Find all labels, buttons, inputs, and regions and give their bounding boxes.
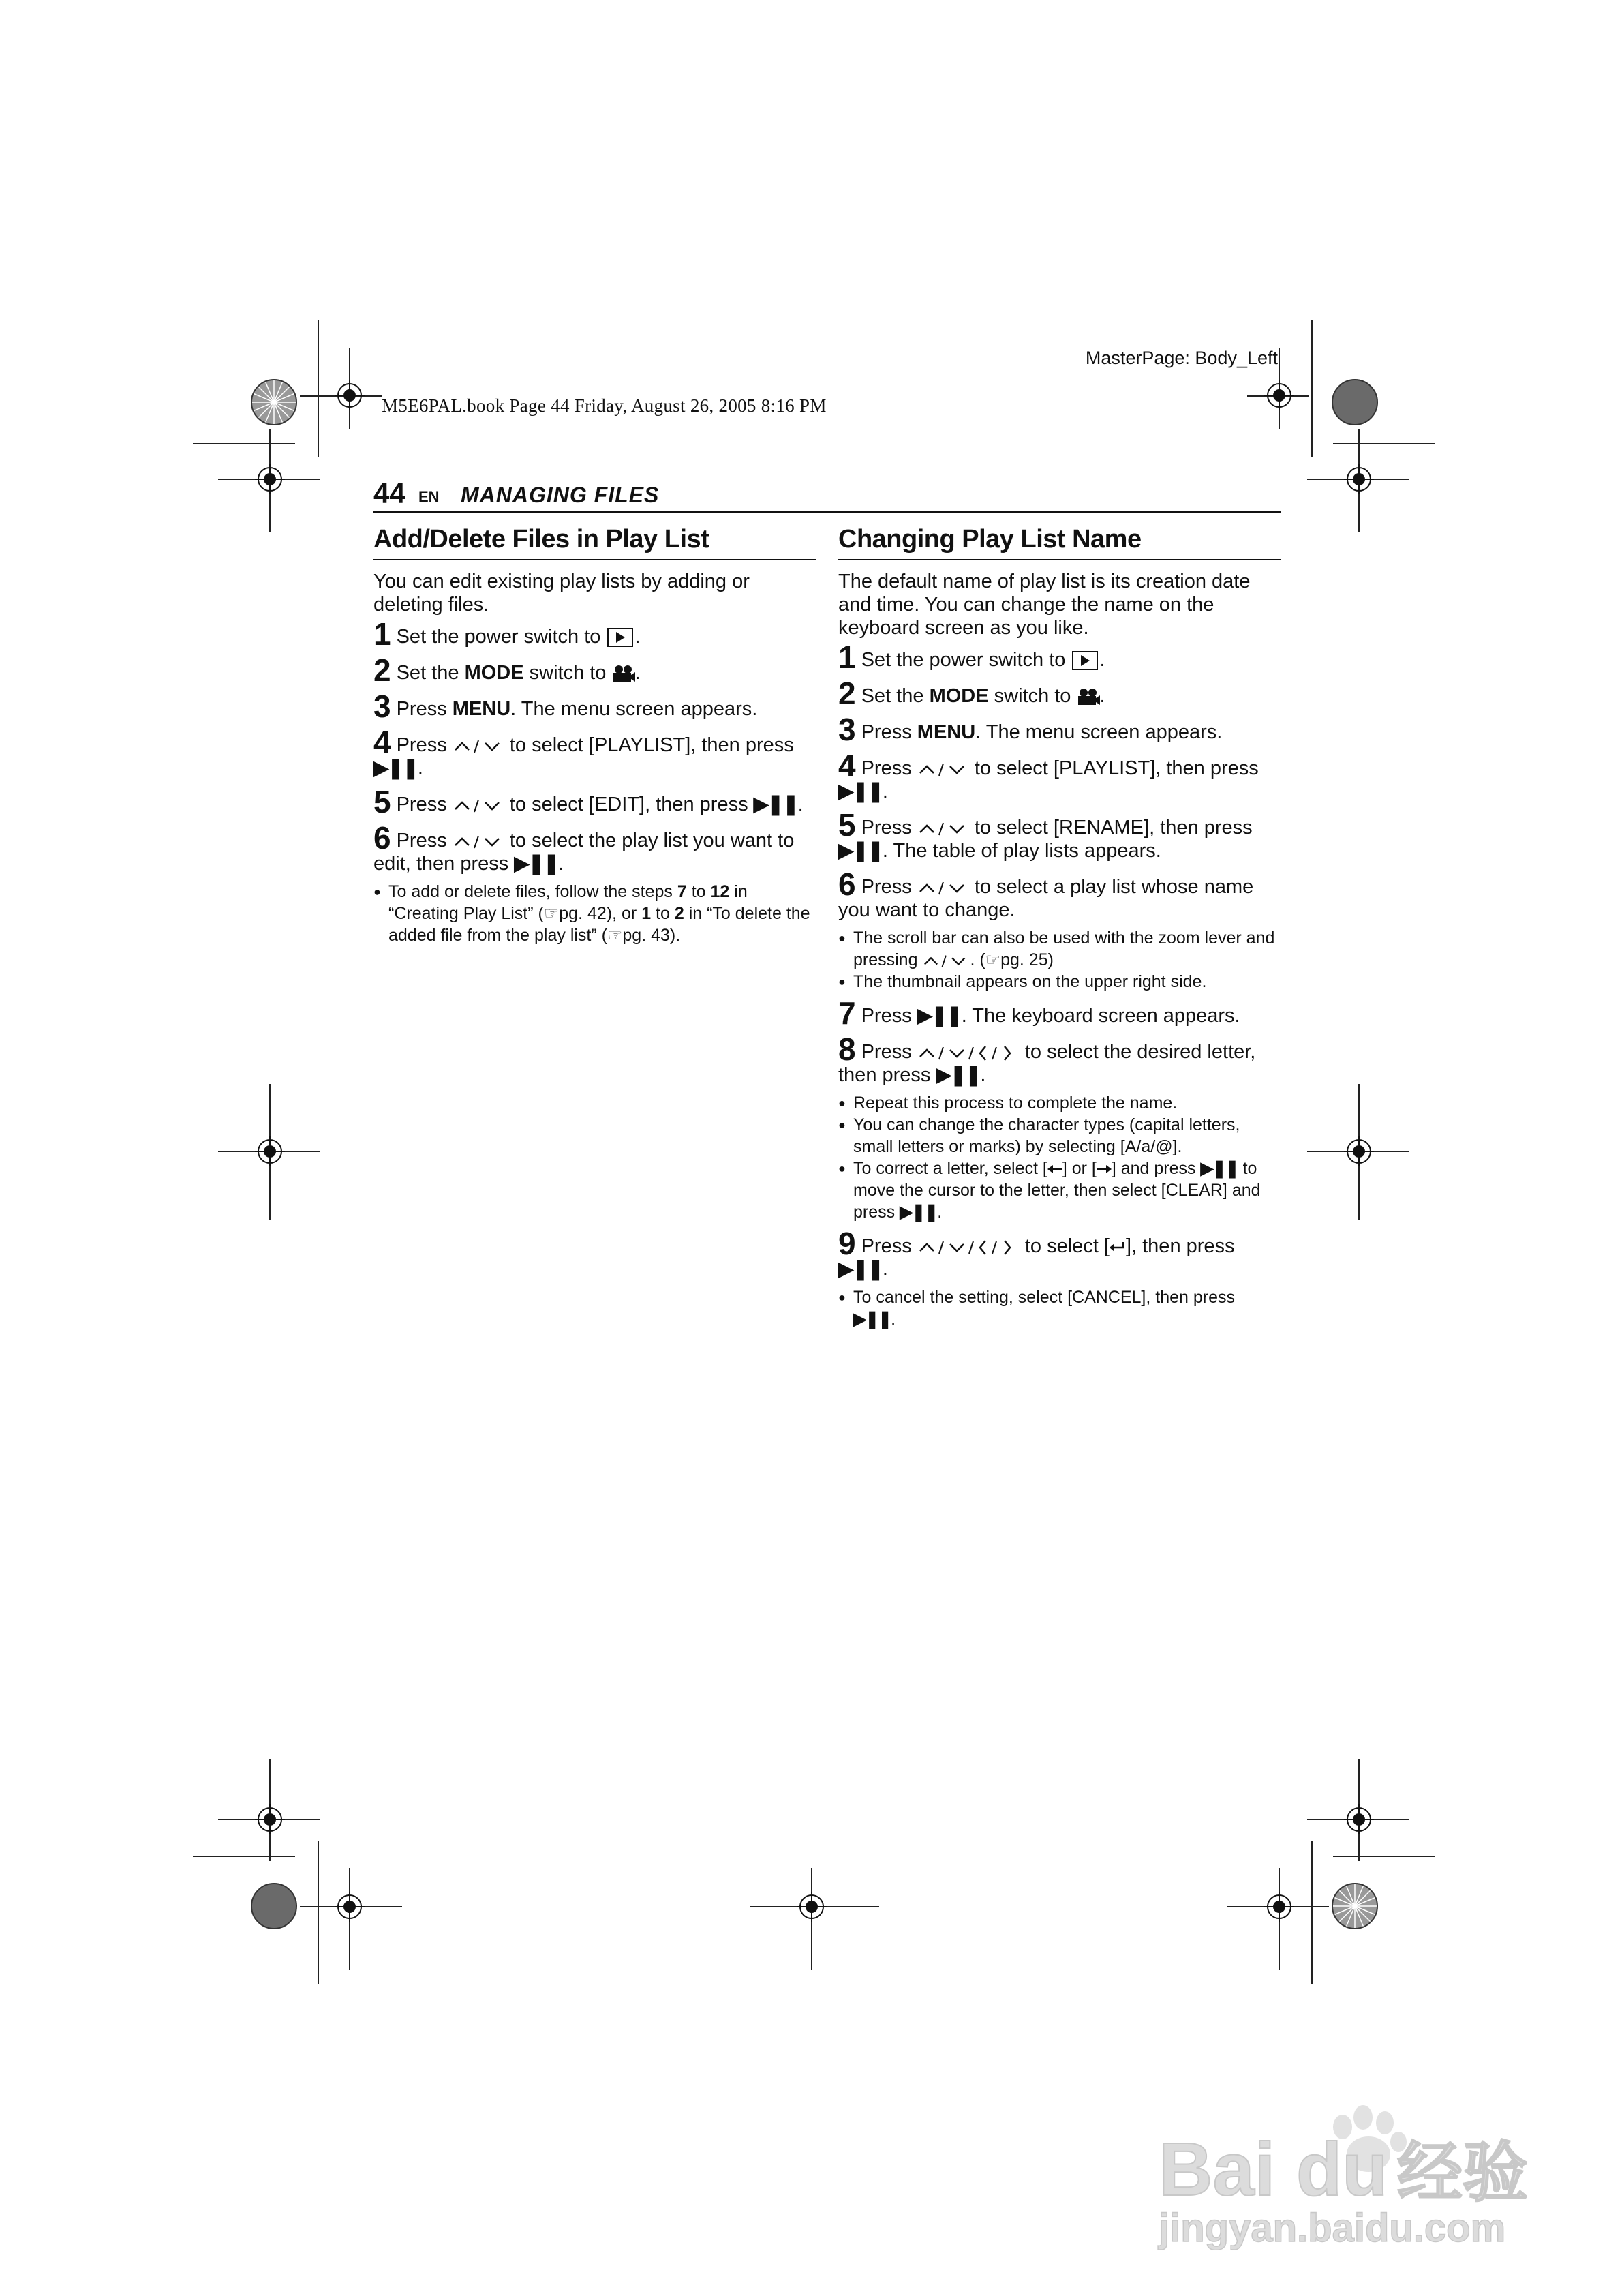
step-text: switch to	[988, 685, 1077, 707]
note-item	[838, 927, 1281, 971]
play-pause-icon: ▶❚❚	[1200, 1159, 1238, 1178]
page-reference-icon: ☞	[985, 950, 1001, 969]
note-text: to	[686, 882, 711, 901]
step-text: ], then press	[1125, 1235, 1235, 1257]
registration-mark-icon	[255, 1136, 285, 1166]
notes-list	[838, 927, 1281, 993]
four-way-arrow-icon	[917, 1239, 1020, 1255]
step-text: Press	[861, 721, 917, 743]
note-text: . (	[970, 950, 985, 969]
play-pause-icon: ▶❚❚	[900, 1203, 938, 1222]
step-ref: 2	[674, 904, 684, 923]
step-text: . The menu screen appears.	[510, 698, 758, 720]
registration-mark-icon	[335, 1892, 365, 1922]
play-pause-icon: ▶❚❚	[838, 840, 883, 862]
step-text: . The menu screen appears.	[975, 721, 1223, 743]
watermark-brand: Bai	[1159, 2128, 1276, 2211]
up-down-arrow-icon	[453, 797, 504, 813]
note-text: To add or delete files, follow the steps	[388, 882, 677, 901]
note-item: ● Repeat this process to complete the name.	[838, 1092, 1281, 1114]
step-text: .	[882, 1258, 888, 1280]
menu-label: MENU	[452, 698, 511, 720]
note-item: ● You can change the character types (capital letters, small letters or marks) by selecting [A/a/@].	[838, 1114, 1281, 1158]
step-number: 4	[373, 725, 391, 760]
step-text: .	[417, 757, 423, 779]
step-text: Press	[861, 1005, 917, 1027]
note-text: To correct a letter, select [	[853, 1159, 1047, 1178]
step-text: Press	[396, 698, 453, 720]
play-pause-icon: ▶❚❚	[936, 1064, 981, 1086]
step-text: to select [	[1019, 1235, 1110, 1257]
step-text: .	[634, 626, 641, 648]
registration-mark-icon	[255, 464, 285, 494]
play-pause-icon: ▶❚❚	[838, 781, 883, 802]
step-number: 9	[838, 1226, 856, 1261]
step-text: .	[1099, 685, 1105, 707]
step-text: Press	[861, 876, 917, 898]
note-text: ] and press	[1111, 1159, 1201, 1178]
registration-mark-icon	[1344, 1136, 1374, 1166]
notes-list	[373, 881, 816, 946]
book-info: M5E6PAL.book Page 44 Friday, August 26, 2005 8:16 PM	[382, 395, 827, 416]
notes-list	[838, 1092, 1281, 1223]
watermark-cn: 经验	[1397, 2134, 1528, 2211]
step-2	[373, 652, 816, 688]
registration-mark-icon	[797, 1892, 827, 1922]
step-number: 3	[838, 712, 856, 747]
up-down-arrow-icon	[453, 738, 504, 754]
step-3	[373, 689, 816, 724]
page-header	[373, 477, 1281, 513]
four-way-arrow-icon	[917, 1044, 1020, 1061]
menu-label: MENU	[917, 721, 976, 743]
step-ref: 12	[710, 882, 730, 901]
step-7	[838, 995, 1281, 1031]
note-text: in “Creating Play List” (	[388, 882, 748, 923]
step-5	[838, 807, 1281, 862]
up-down-arrow-icon	[917, 879, 969, 896]
right-arrow-icon	[1097, 1164, 1112, 1175]
section-heading: Changing Play List Name	[838, 524, 1281, 560]
intro-text: You can edit existing play lists by adding or deleting files.	[373, 571, 750, 616]
note-item: ● The thumbnail appears on the upper right side.	[838, 971, 1281, 993]
page-number: 44	[373, 477, 406, 509]
masterpage-label: MasterPage: Body_Left	[1085, 348, 1278, 368]
step-number: 5	[838, 807, 856, 843]
step-number: 2	[373, 652, 391, 688]
step-text: to select [PLAYLIST], then press	[968, 757, 1259, 779]
step-8	[838, 1031, 1281, 1087]
step-text: .	[1099, 649, 1105, 671]
step-number: 4	[838, 748, 856, 783]
section-title: MANAGING FILES	[461, 483, 660, 507]
note-text: ] or [	[1062, 1159, 1097, 1178]
page-reference-icon: ☞	[607, 926, 623, 945]
note-text: pg. 42), or	[559, 904, 642, 923]
step-number: 1	[373, 616, 391, 652]
note-text: .	[891, 1310, 896, 1329]
step-5	[373, 784, 816, 819]
step-text: to select the desired letter, then press	[838, 1041, 1256, 1086]
step-number: 6	[838, 866, 856, 902]
play-pause-icon: ▶❚❚	[838, 1258, 883, 1280]
step-text: .	[558, 853, 564, 875]
step-6	[838, 866, 1281, 922]
step-text: Press	[396, 830, 453, 851]
step-text: . The keyboard screen appears.	[961, 1005, 1240, 1027]
step-text: Press	[861, 817, 917, 839]
step-text: .	[980, 1064, 986, 1086]
step-text: . The table of play lists appears.	[882, 840, 1161, 862]
step-text: to select [EDIT], then press	[504, 794, 754, 815]
registration-mark-icon	[1264, 1892, 1294, 1922]
step-text: Press	[861, 1041, 917, 1063]
step-text: to select [PLAYLIST], then press	[504, 734, 794, 756]
intro-text: The default name of play list is its creation date and time. You can change the name on the keyboard screen as you like.	[838, 571, 1251, 639]
step-text: .	[634, 662, 641, 684]
step-1	[373, 616, 816, 652]
registration-mark-icon	[255, 1804, 285, 1834]
play-pause-icon: ▶❚❚	[853, 1310, 891, 1329]
step-3	[838, 712, 1281, 747]
step-text: Set the	[396, 662, 465, 684]
step-text: to select the play list you want to edit, then press	[373, 830, 795, 875]
up-down-arrow-icon	[922, 953, 970, 968]
step-text: .	[797, 794, 804, 815]
gray-target-icon	[1331, 378, 1379, 426]
step-text: Press	[861, 1235, 917, 1257]
video-camera-icon	[612, 664, 635, 683]
step-text: .	[882, 781, 888, 802]
registration-mark-icon	[1264, 380, 1294, 410]
play-pause-icon: ▶❚❚	[917, 1005, 962, 1027]
note-text: To cancel the setting, select [CANCEL], then press	[853, 1288, 1235, 1307]
registration-mark-icon	[335, 380, 365, 410]
step-number: 3	[373, 689, 391, 724]
note-item	[838, 1158, 1281, 1223]
mode-label: MODE	[929, 685, 989, 707]
note-text: pg. 25)	[1000, 950, 1054, 969]
play-pause-icon: ▶❚❚	[373, 757, 418, 779]
note-text: in “To delete the added file from the play list” (	[388, 904, 810, 945]
step-text: to select a play list whose name you want to change.	[838, 876, 1254, 921]
up-down-arrow-icon	[917, 761, 969, 777]
step-number: 7	[838, 995, 856, 1031]
up-down-arrow-icon	[917, 820, 969, 836]
watermark-brand-2: du	[1296, 2128, 1388, 2211]
left-arrow-icon	[1047, 1164, 1062, 1175]
step-2	[838, 676, 1281, 711]
play-mode-icon	[607, 628, 633, 647]
step-number: 8	[838, 1031, 856, 1067]
step-1	[838, 639, 1281, 675]
step-text: Set the power switch to	[396, 626, 607, 648]
step-number: 1	[838, 639, 856, 675]
note-item	[373, 881, 816, 946]
star-target-icon	[250, 378, 298, 426]
note-item	[838, 1286, 1281, 1330]
step-text: to select [RENAME], then press	[968, 817, 1253, 839]
page-language: EN	[418, 488, 440, 505]
section-heading: Add/Delete Files in Play List	[373, 524, 816, 560]
registration-mark-icon	[1344, 1804, 1374, 1834]
step-6	[373, 820, 816, 875]
step-4	[373, 725, 816, 780]
gray-target-icon	[250, 1882, 298, 1930]
note-text: to	[651, 904, 675, 923]
registration-mark-icon	[1344, 464, 1374, 494]
step-text: Set the power switch to	[861, 649, 1071, 671]
step-text: switch to	[523, 662, 612, 684]
note-text: pg. 43).	[622, 926, 681, 945]
page-reference-icon: ☞	[543, 904, 560, 923]
play-mode-icon	[1072, 651, 1098, 670]
step-number: 2	[838, 676, 856, 711]
step-text: Set the	[861, 685, 930, 707]
step-4	[838, 748, 1281, 803]
step-text: Press	[396, 734, 453, 756]
step-text: Press	[861, 757, 917, 779]
notes-list	[838, 1286, 1281, 1330]
enter-return-icon	[1110, 1241, 1126, 1253]
play-pause-icon: ▶❚❚	[753, 794, 798, 815]
step-ref: 7	[677, 882, 687, 901]
note-text: The scroll bar can also be used with the zoom lever and pressing	[853, 928, 1275, 969]
note-text: to move the cursor to the letter, then select [CLEAR] and press	[853, 1159, 1261, 1222]
star-target-icon	[1331, 1882, 1379, 1930]
note-text: .	[937, 1203, 943, 1222]
step-text: Press	[396, 794, 453, 815]
step-number: 6	[373, 820, 391, 856]
video-camera-icon	[1077, 687, 1100, 706]
mode-label: MODE	[464, 662, 524, 684]
step-ref: 1	[641, 904, 652, 923]
step-number: 5	[373, 784, 391, 819]
up-down-arrow-icon	[453, 833, 504, 849]
watermark-url: jingyan.baidu.com	[1159, 2206, 1506, 2250]
left-column	[373, 524, 816, 953]
baidu-jingyan-watermark	[1152, 2086, 1561, 2250]
step-9	[838, 1226, 1281, 1281]
play-pause-icon: ▶❚❚	[514, 853, 559, 875]
right-column	[838, 524, 1281, 1337]
